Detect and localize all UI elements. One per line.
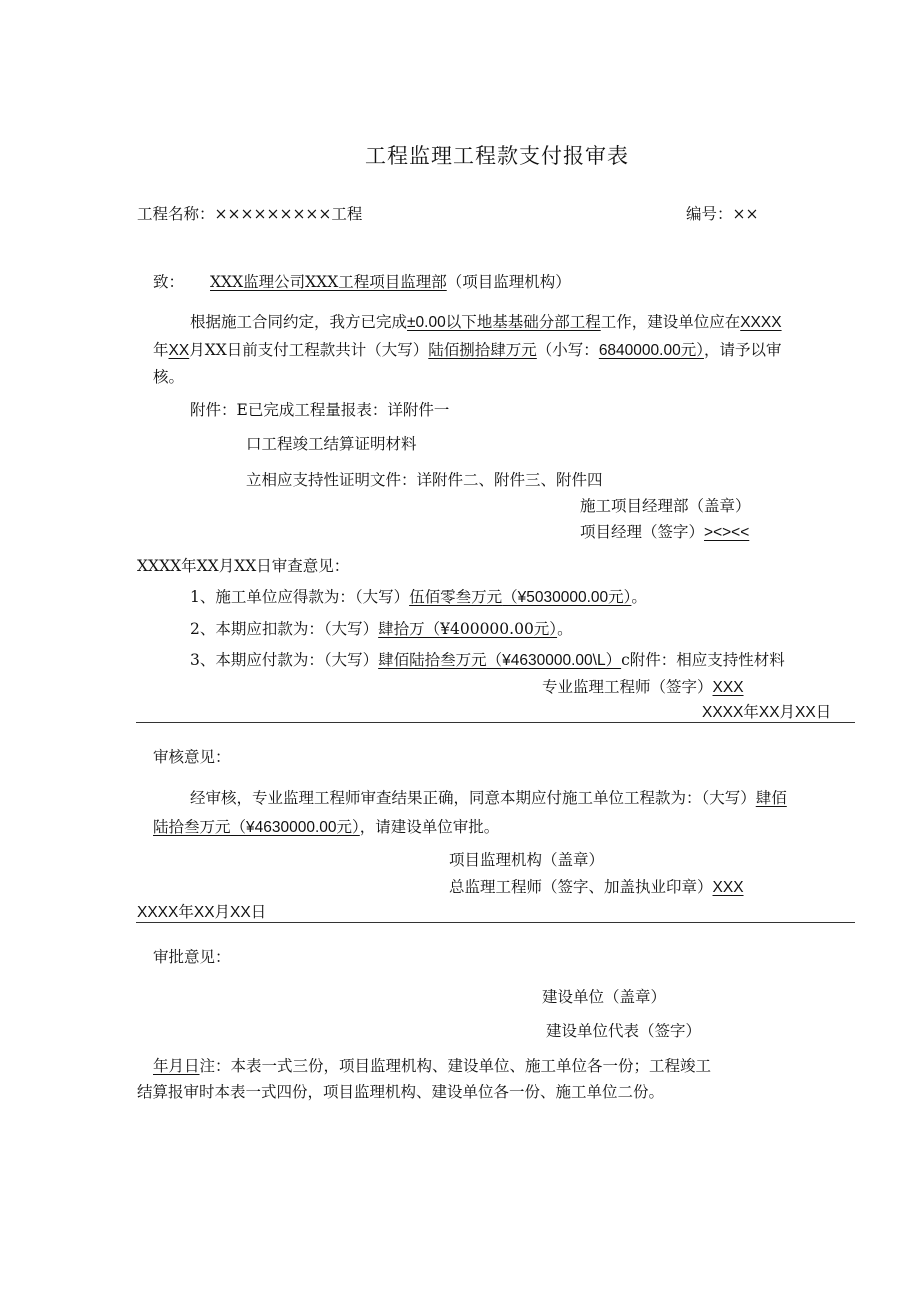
attachment-item-3: 立相应支持性证明文件：详附件二、附件三、附件四 xyxy=(246,471,603,489)
review-item-1 xyxy=(190,586,647,609)
section-divider xyxy=(136,722,855,723)
form-number-value: ×× xyxy=(732,205,759,223)
request-line-1 xyxy=(190,311,782,334)
page-title: 工程监理工程款支付报审表 xyxy=(365,144,629,168)
request-text: （小写： xyxy=(536,341,599,359)
note-line-1 xyxy=(153,1055,711,1077)
audit-line-1 xyxy=(190,787,787,809)
addressee-suffix: （项目监理机构） xyxy=(446,273,571,291)
audit-date: XXXX年XX月XX日 xyxy=(137,904,267,921)
attachment-item-1: E已完成工程量报表：详附件一 xyxy=(236,401,450,419)
audit-amount-cn-part1: 肆佰 xyxy=(755,789,787,807)
review-item-label: 1、施工单位应得款为：（大写） xyxy=(190,588,410,606)
deduction-amount: 肆拾万（¥400000.00元） xyxy=(378,620,558,638)
review-item-end: 。 xyxy=(557,620,573,638)
form-number-row xyxy=(686,203,759,225)
section-divider xyxy=(136,922,855,923)
chief-engineer-label: 总监理工程师（签字、加盖执业印章） xyxy=(449,878,713,896)
request-text: ，请予以审 xyxy=(703,341,782,359)
contractor-due-num: （¥5030000.00元） xyxy=(502,589,632,606)
review-item-3 xyxy=(190,649,785,672)
attachment-label: 附件： xyxy=(190,401,237,419)
owner-representative-signature: 建设单位代表（签字） xyxy=(546,1022,702,1040)
payable-amount-cn: 肆佰陆拾叁万元 xyxy=(378,651,487,669)
contractor-due-cn: 伍佰零叁万元 xyxy=(409,588,503,606)
request-line-2 xyxy=(153,339,781,362)
project-manager-label: 项目经理（签字） xyxy=(580,523,705,541)
note-text: 注：本表一式三份，项目监理机构、建设单位、施工单位各一份；工程竣工 xyxy=(199,1057,712,1075)
audit-amount-cn-part2: 陆拾叁万元 xyxy=(153,818,231,836)
approval-heading: 审批意见： xyxy=(153,948,231,966)
project-manager-signature-row xyxy=(580,521,749,544)
payment-year: XXXX xyxy=(740,314,782,331)
request-amount-num: 6840000.00元） xyxy=(598,342,704,359)
chief-engineer-signature-row xyxy=(449,876,744,899)
engineer-signature: XXX xyxy=(712,679,744,696)
review-item-end: 。 xyxy=(631,588,647,606)
engineer-signature-label: 专业监理工程师（签字） xyxy=(542,678,713,696)
request-text: 月XX日前支付工程款共计（大写） xyxy=(189,341,429,359)
project-name-label: 工程名称： xyxy=(137,205,215,223)
project-manager-signature: ><><< xyxy=(704,524,750,541)
attachment-item-2: 口工程竣工结算证明材料 xyxy=(246,435,417,453)
review-item-label: 3、本期应付款为：（大写） xyxy=(190,651,379,669)
audit-amount-num: （¥4630000.00元） xyxy=(230,819,360,836)
audit-heading: 审核意见： xyxy=(153,748,231,766)
supervision-stamp: 项目监理机构（盖章） xyxy=(449,851,605,869)
review-date: XXXX年XX月XX日 xyxy=(702,704,832,721)
review-heading: XXXX年XX月XX日审查意见： xyxy=(137,557,350,575)
addressee-label: 致： xyxy=(153,273,185,291)
payment-month: XX xyxy=(168,342,190,359)
owner-stamp: 建设单位（盖章） xyxy=(542,988,667,1006)
audit-text: ，请建设单位审批。 xyxy=(359,818,500,836)
contractor-stamp: 施工项目经理部（盖章） xyxy=(580,497,751,515)
approval-date-placeholder: 年月日 xyxy=(153,1057,200,1075)
note-line-2: 结算报审时本表一式四份，项目监理机构、建设单位各一份、施工单位二份。 xyxy=(137,1083,665,1101)
review-item-label: 2、本期应扣款为：（大写） xyxy=(190,620,379,638)
request-amount-cn: 陆佰捌拾肆万元 xyxy=(428,341,537,359)
payable-amount-num: （¥4630000.00\L） xyxy=(486,652,622,669)
audit-text: 经审核，专业监理工程师审查结果正确，同意本期应付施工单位工程款为：（大写） xyxy=(190,789,756,807)
addressee-org: XXX监理公司XXX工程项目监理部 xyxy=(210,273,447,291)
request-text: 年 xyxy=(153,341,169,359)
completed-work: ±0.00以下地基基础分部工程 xyxy=(407,314,601,331)
chief-engineer-signature: XXX xyxy=(712,879,744,896)
form-number-label: 编号： xyxy=(686,205,733,223)
request-text: 根据施工合同约定，我方已完成 xyxy=(190,313,408,331)
attachment-row-1 xyxy=(190,399,449,421)
review-attachment-note: c附件：相应支持性材料 xyxy=(621,651,785,669)
request-text: 工作，建设单位应在 xyxy=(600,313,741,331)
project-name-value: ×××××××××工程 xyxy=(214,205,363,223)
engineer-signature-row xyxy=(542,676,744,699)
addressee-row xyxy=(153,271,571,293)
audit-line-2 xyxy=(153,816,499,839)
request-line-3: 核。 xyxy=(153,368,185,386)
project-name-row xyxy=(137,203,362,225)
review-item-2 xyxy=(190,618,573,640)
